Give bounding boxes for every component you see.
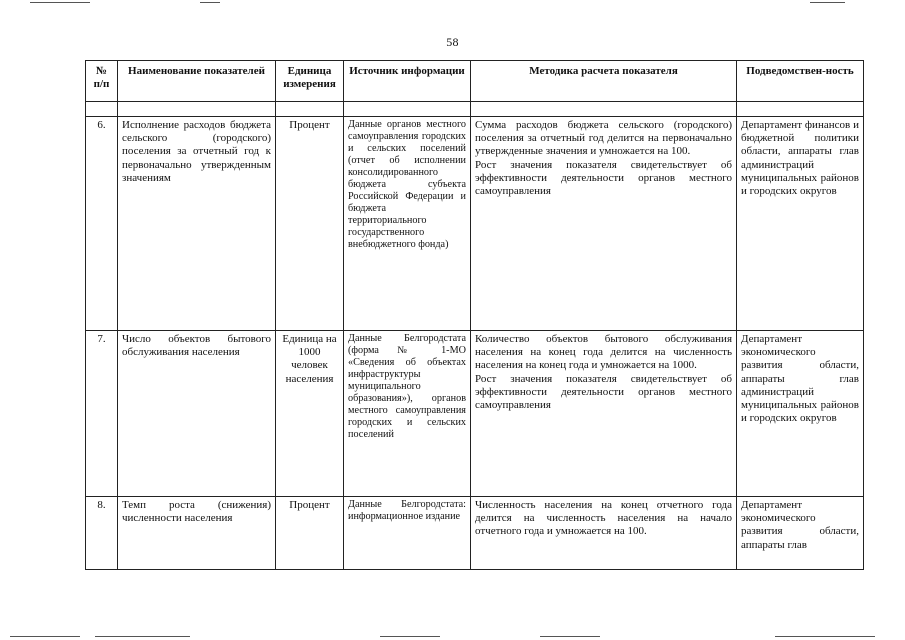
subordination: Департамент экономического развития области, аппараты глав администраций муниципальных районов и городских округов <box>737 331 864 497</box>
table-row <box>86 497 864 570</box>
method-formula: Численность населения на конец отчетного года делится на численность населения на начало отчетного года и умножается на 100. <box>475 499 732 538</box>
indicator-name: Исполнение расходов бюджета сельского (городского) поселения за отчетный год к первоначально утвержденным значениям <box>118 117 276 331</box>
method-cell <box>471 331 737 497</box>
table-spacer-row <box>86 102 864 117</box>
indicators-table <box>85 60 864 570</box>
unit: Единица на 1000 человек населения <box>276 331 344 497</box>
header-subordination: Подведомствен-ность <box>737 61 864 102</box>
unit: Процент <box>276 497 344 570</box>
method-note: Рост значения показателя свидетельствует об эффективности деятельности органов местного самоуправления <box>475 372 732 411</box>
indicator-name: Темп роста (снижения) численности населения <box>118 497 276 570</box>
header-unit: Единица измерения <box>276 61 344 102</box>
indicator-name: Число объектов бытового обслуживания населения <box>118 331 276 497</box>
scan-edge-marks-bottom <box>0 636 905 638</box>
table-header-row <box>86 61 864 102</box>
scan-edge-marks-top <box>0 2 905 4</box>
method-formula: Количество объектов бытового обслуживания населения на конец года делится на численность населения на конец года и умножается на 1000. <box>475 333 732 372</box>
info-source: Данные Белгородстата (форма № 1-МО «Сведения об объектах инфраструктуры муниципального образования»), органов местного самоуправления городских и сельских поселений <box>344 331 471 497</box>
table-row <box>86 331 864 497</box>
method-note: Рост значения показателя свидетельствует об эффективности деятельности органов местного самоуправления <box>475 158 732 197</box>
method-cell <box>471 117 737 331</box>
info-source: Данные органов местного самоуправления городских и сельских поселений (отчет об исполнении консолидированного бюджета субъекта Российской Федерации и бюджета территориального государственного внебюджетного фонда) <box>344 117 471 331</box>
subordination: Департамент финансов и бюджетной политики области, аппараты глав администраций муниципальных районов и городских округов <box>737 117 864 331</box>
table-row <box>86 117 864 331</box>
header-number: № п/п <box>86 61 118 102</box>
header-indicator-name: Наименование показателей <box>118 61 276 102</box>
info-source: Данные Белгородстата: информационное издание <box>344 497 471 570</box>
unit: Процент <box>276 117 344 331</box>
row-number: 8. <box>86 497 118 570</box>
subordination: Департамент экономического развития области, аппараты глав <box>737 497 864 570</box>
header-source: Источник информации <box>344 61 471 102</box>
row-number: 6. <box>86 117 118 331</box>
header-method: Методика расчета показателя <box>471 61 737 102</box>
row-number: 7. <box>86 331 118 497</box>
method-formula: Сумма расходов бюджета сельского (городского) поселения за отчетный год делится на первоначально утвержденные значения и умножается на 100. <box>475 119 732 158</box>
page-number: 58 <box>446 35 459 49</box>
method-cell <box>471 497 737 570</box>
